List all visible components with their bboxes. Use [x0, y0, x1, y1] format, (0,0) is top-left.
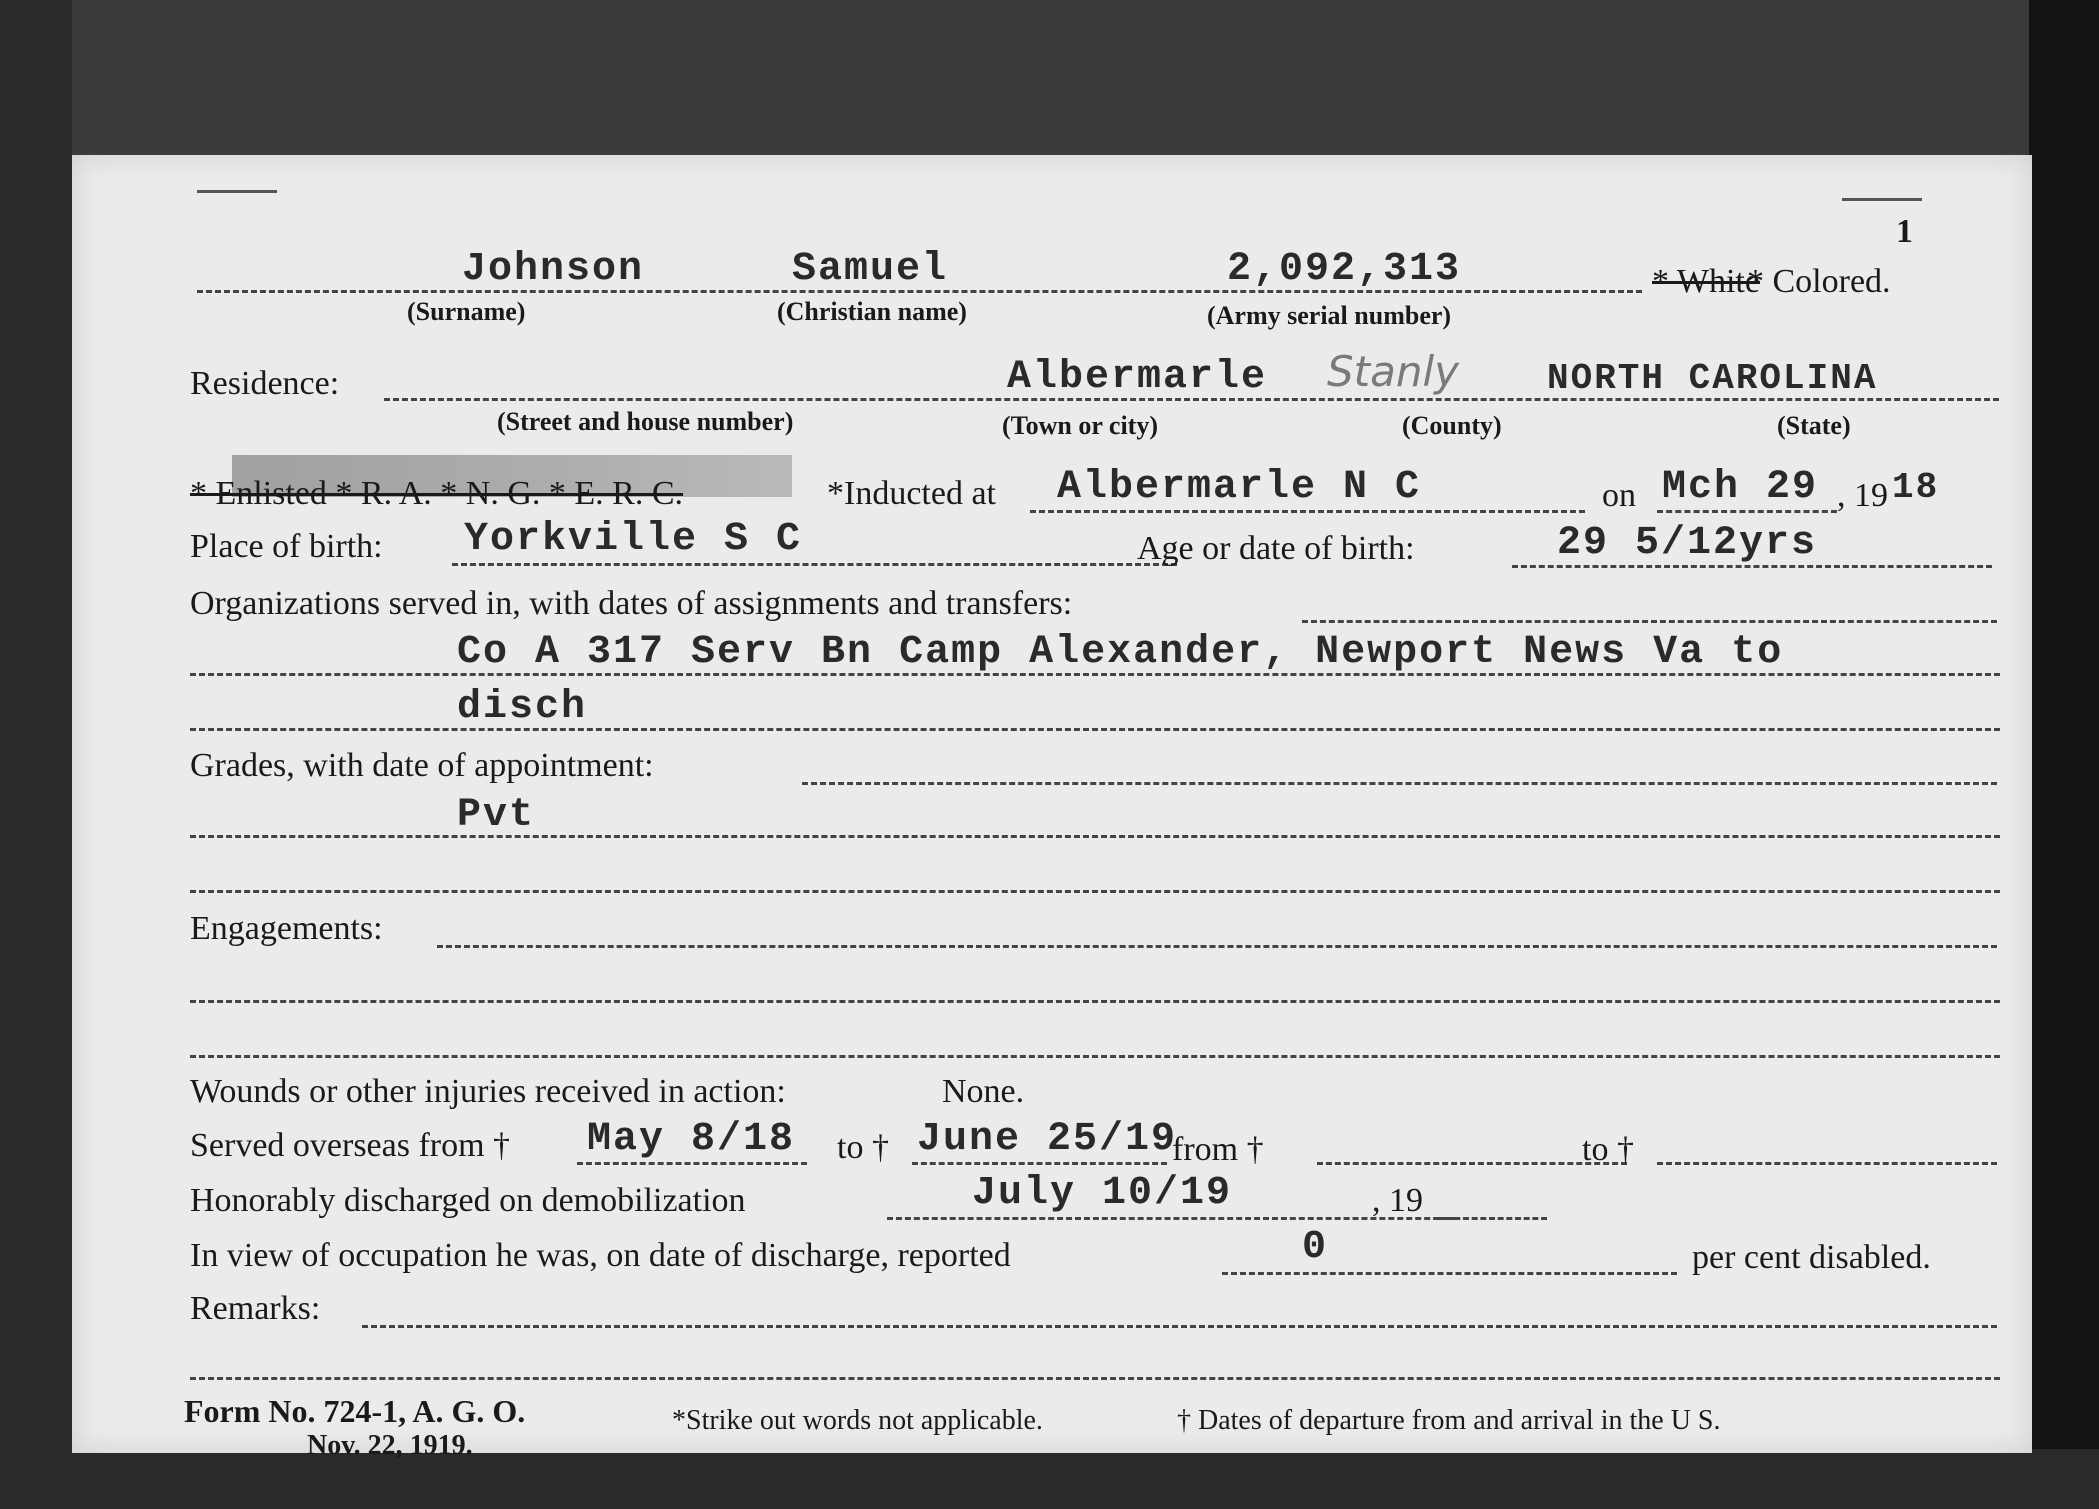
inducted-place-value: Albermarle N C: [1057, 465, 1422, 510]
remarks-label: Remarks:: [190, 1290, 321, 1327]
service-record-card: [72, 155, 2032, 1461]
dates-note: † Dates of departure from and arrival in the U S.: [1177, 1405, 1721, 1436]
disabled-line: [1222, 1272, 1677, 1275]
per-cent-label: per cent disabled.: [1692, 1239, 1931, 1276]
age-label: Age or date of birth:: [1137, 530, 1415, 567]
inducted-line: [1030, 510, 1585, 513]
remarks-line-1: [190, 1377, 2000, 1380]
overseas-to2-label: to †: [1582, 1131, 1634, 1168]
state-label: (State): [1777, 411, 1851, 440]
discharged-label: Honorably discharged on demobilization: [190, 1182, 746, 1219]
strike-note: *Strike out words not applicable.: [672, 1405, 1043, 1436]
town-label: (Town or city): [1002, 411, 1158, 440]
inducted-year-prefix: , 19: [1837, 477, 1888, 514]
residence-town-value: Albermarle: [1007, 355, 1268, 400]
grades-line-0: [802, 782, 1997, 785]
overseas-from-line: [577, 1162, 807, 1165]
organizations-label: Organizations served in, with dates of assignments and transfers:: [190, 585, 1073, 622]
overseas-from2-line: [1317, 1162, 1627, 1165]
engagements-line-0: [437, 945, 1997, 948]
street-label: (Street and house number): [497, 407, 794, 436]
county-label: (County): [1402, 411, 1502, 440]
surname-label: (Surname): [407, 297, 526, 326]
wounds-label: Wounds or other injuries received in action:: [190, 1073, 786, 1110]
christian-name-label: (Christian name): [777, 297, 967, 326]
place-of-birth-value: Yorkville S C: [464, 517, 803, 562]
wounds-value: None.: [942, 1073, 1025, 1110]
inducted-at-label: *Inducted at: [827, 475, 996, 512]
inducted-date-value: Mch 29: [1662, 465, 1819, 510]
surname-value: Johnson: [462, 247, 645, 292]
scan-background-left: [0, 0, 72, 1509]
overseas-to-line: [912, 1162, 1167, 1165]
place-of-birth-label: Place of birth:: [190, 528, 383, 565]
residence-county-value: Stanly: [1327, 347, 1460, 396]
disabled-percent-value: 0: [1302, 1225, 1329, 1270]
overseas-to-value: June 25/19: [917, 1117, 1178, 1162]
scan-background-right: [2029, 0, 2099, 1509]
discharged-year-prefix: , 19: [1372, 1182, 1423, 1219]
serial-number-label: (Army serial number): [1207, 301, 1452, 330]
occupation-label: In view of occupation he was, on date of discharge, reported: [190, 1237, 1011, 1274]
top-rule-left: [197, 190, 277, 193]
organizations-value-1: Co A 317 Serv Bn Camp Alexander, Newport News Va to: [457, 630, 1784, 675]
overseas-to2-line: [1657, 1162, 1997, 1165]
card-number: 1: [1896, 213, 1913, 250]
christian-name-value: Samuel: [792, 247, 949, 292]
inducted-year-value: 18: [1892, 467, 1940, 508]
remarks-line-0: [362, 1325, 1997, 1328]
grades-label: Grades, with date of appointment:: [190, 747, 654, 784]
engagements-line-1: [190, 1000, 2000, 1003]
organizations-value-2: disch: [457, 685, 588, 730]
top-rule-right: [1842, 198, 1922, 201]
place-of-birth-line: [452, 563, 1177, 566]
served-overseas-label: Served overseas from †: [190, 1127, 511, 1164]
overseas-to-label: to †: [837, 1129, 889, 1166]
engagements-line-2: [190, 1055, 2000, 1058]
age-value: 29 5/12yrs: [1557, 521, 1818, 566]
discharged-year-line: [1437, 1217, 1547, 1220]
engagements-label: Engagements:: [190, 910, 383, 947]
grade-value: Pvt: [457, 793, 536, 838]
serial-number-value: 2,092,313: [1227, 247, 1462, 292]
on-label: on: [1602, 477, 1636, 514]
residence-label: Residence:: [190, 365, 340, 402]
form-number: Form No. 724-1, A. G. O.: [184, 1393, 526, 1429]
overseas-from-value: May 8/18: [587, 1117, 796, 1162]
discharge-date-value: July 10/19: [972, 1171, 1233, 1216]
grades-line-2: [190, 890, 2000, 893]
overseas-from2-label: from †: [1172, 1131, 1264, 1168]
inducted-date-line: [1657, 510, 1837, 513]
race-colored: * Colored.: [1747, 263, 1891, 300]
form-date: Nov. 22, 1919.: [307, 1430, 473, 1461]
organizations-line-0: [1302, 620, 1997, 623]
residence-state-value: NORTH CAROLINA: [1547, 358, 1878, 399]
race-white: * White: [1652, 263, 1760, 300]
enlisted-options: * Enlisted * R. A. * N. G. * E. R. C.: [190, 475, 684, 512]
scan-background-top: [0, 0, 2099, 150]
